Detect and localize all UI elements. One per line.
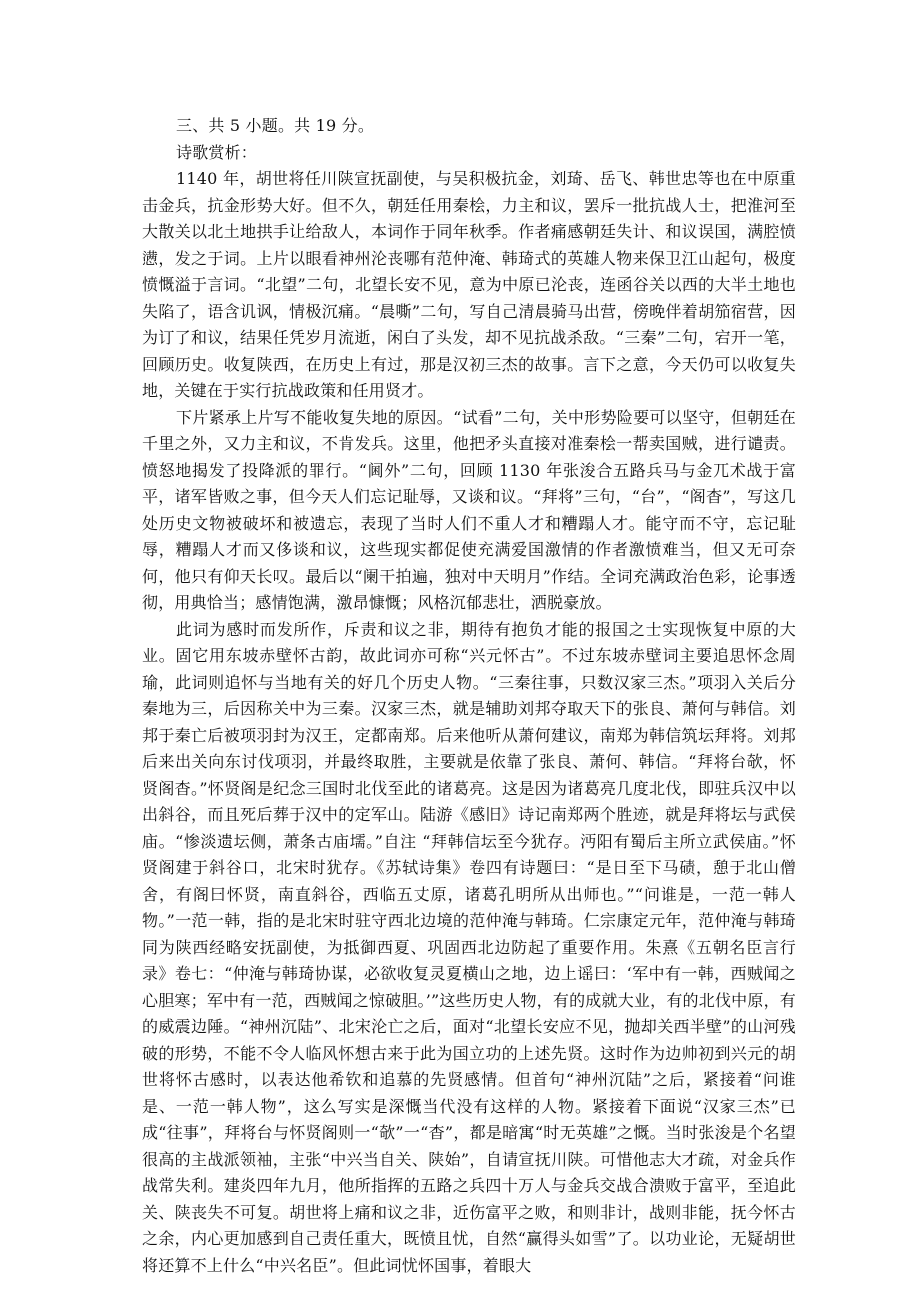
paragraph-2: 下片紧承上片写不能收复失地的原因。“试看”二句，关中形势险要可以坚守，但朝廷在千里之外，又力主和议，不肯发兵。这里，他把矛头直接对准秦桧一帮卖国贼，进行谴责。愤怒地揭发了投降派的罪行。“阃外”二句，回顾 1130 年张浚合五路兵马与金兀术战于富平，诸军皆败之事，但今天人们忘记耻辱，又谈和议。“拜将”三句，“台”，“阁杳”，写这几处历史文物被破坏和被遗忘，表现了当时人们不重人才和糟蹋人才。能守而不守，忘记耻辱，糟蹋人才而又侈谈和议，这些现实都促使充满爱国激情的作者激愤难当，但又无可奈何，他只有仰天长叹。最后以“阑干拍遍，独对中天明月”作结。全词充满政治色彩，论事透彻，用典恰当；感情饱满，激昂慷慨；风格沉郁悲壮，洒脱豪放。: [142, 407, 796, 612]
paragraph-1: 1140 年，胡世将任川陕宣抚副使，与吴积极抗金，刘琦、岳飞、韩世忠等也在中原重击金兵，抗金形势大好。但不久，朝廷任用秦桧，力主和议，罢斥一批抗战人士，把淮河至大散关以北土地拱手让给敌人，本词作于同年秋季。作者痛感朝廷失计、和议误国，满腔愤懑，发之于词。上片以眼看神州沦丧哪有范仲淹、韩琦式的英雄人物来保卫江山起句，极度愤慨溢于言词。“北望”二句，北望长安不见，意为中原已沦丧，连函谷关以西的大半土地也失陷了，语含讥讽，情极沉痛。“晨嘶”二句，写自己清晨骑马出营，傍晚伴着胡笳宿营，因为订了和议，结果任凭岁月流逝，闲白了头发，却不见抗战杀敌。“三秦”二句，宕开一笔，回顾历史。收复陕西，在历史上有过，那是汉初三杰的故事。言下之意，今天仍可以收复失地，关键在于实行抗战政策和任用贤才。: [142, 169, 796, 400]
section-title: 三、共 5 小题。共 19 分。: [176, 116, 375, 135]
document-page: [142, 113, 796, 1279]
section-subtitle: 诗歌赏析：: [176, 142, 258, 162]
paragraph-3: 此词为感时而发所作，斥责和议之非，期待有抱负才能的报国之士实现恢复中原的大业。固它用东坡赤壁怀古韵，故此词亦可称“兴元怀古”。不过东坡赤壁词主要追思怀念周瑜，此词则追怀与当地有关的好几个历史人物。“三秦往事，只数汉家三杰。”项羽入关后分秦地为三，后因称关中为三秦。汉家三杰，就是辅助刘邦夺取天下的张良、萧何与韩信。刘邦于秦亡后被项羽封为汉王，定都南郑。后来他听从萧何建议，南郑为韩信筑坛拜将。刘邦后来出关向东讨伐项羽，并最终取胜，主要就是依靠了张良、萧何、韩信。“拜将台欹，怀贤阁杳。”怀贤阁是纪念三国时北伐至此的诸葛亮。这是因为诸葛亮几度北伐，即驻兵汉中以出斜谷，而且死后葬于汉中的定军山。陆游《感旧》诗记南郑两个胜迹，就是拜将坛与武侯庙。“惨淡遗坛侧，萧条古庙壖。”自注 “拜韩信坛至今犹存。沔阳有蜀后主所立武侯庙。”怀贤阁建于斜谷口，北宋时犹存。《苏轼诗集》卷四有诗题曰：“是日至下马碛，憩于北山僧舍，有阁曰怀贤，南直斜谷，西临五丈原，诸葛孔明所从出师也。”“问谁是，一范一韩人物。”一范一韩，指的是北宋时驻守西北边境的范仲淹与韩琦。仁宗康定元年，范仲淹与韩琦同为陕西经略安抚副使，为抵御西夏、巩固西北边防起了重要作用。朱熹《五朝名臣言行录》卷七：“仲淹与韩琦协谋，必欲收复灵夏横山之地，边上谣曰：‘军中有一韩，西贼闻之心胆寒；军中有一范，西贼闻之惊破胆。’”这些历史人物，有的成就大业，有的北伐中原，有的威震边陲。“神州沉陆”、北宋沦亡之后，面对“北望长安应不见，抛却关西半壁”的山河残破的形势，不能不令人临风怀想古来于此为国立功的上述先贤。这时作为边帅初到兴元的胡世将怀古感时，以表达他希钦和追慕的先贤感情。但首句“神州沉陆”之后，紧接着“问谁是、一范一韩人物”，这么写实是深慨当代没有这样的人物。紧接着下面说“汉家三杰”已成“往事”，拜将台与怀贤阁则一“欹”一“杳”，都是暗寓“时无英雄”之慨。当时张浚是个名望很高的主战派领袖，主张“中兴当自关、陕始”，自请宣抚川陕。可惜他志大才疏，对金兵作战常失利。建炎四年九月，他所指挥的五路之兵四十万人与金兵交战合溃败于富平，至追此关、陕丧失不可复。胡世将上痛和议之非，近伤富平之败，和则非计，战则非能，抚今怀古之余，内心更加感到自己责任重大，既愤且忧，自然“赢得头如雪”了。以功业论，无疑胡世将还算不上什么“中兴名臣”。但此词忧怀国事，着眼大: [142, 619, 796, 1275]
